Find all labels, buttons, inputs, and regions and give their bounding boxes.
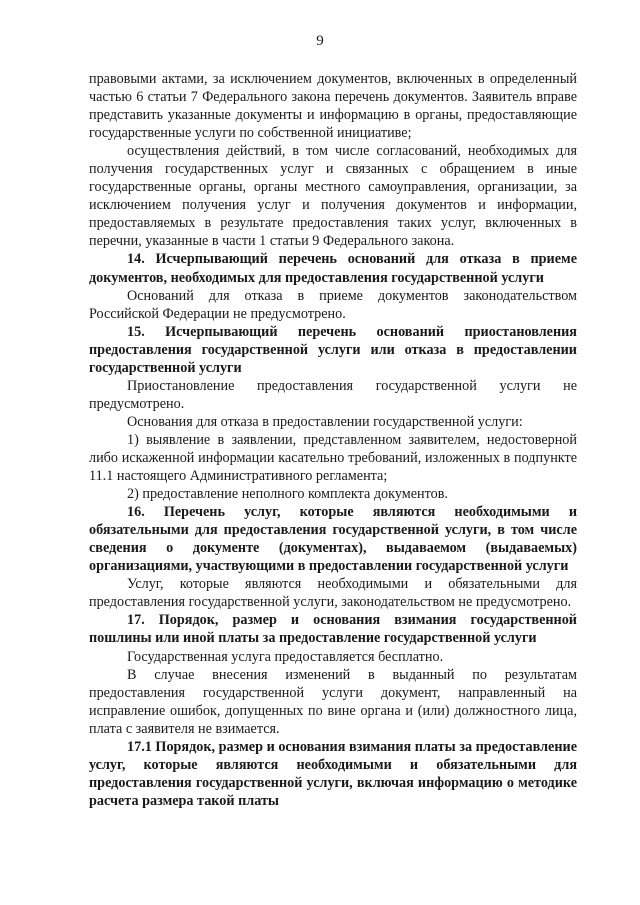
list-item: 2) предоставление неполного комплекта документов. xyxy=(127,486,448,503)
section-heading-17: 17. Порядок, размер и основания взимания государственной пошлины или иной платы за предоставление государственной услуги xyxy=(89,612,577,647)
paragraph: Услуг, которые являются необходимыми и обязательными для предоставления государственной услуги, законодательством не предусмотрено. xyxy=(89,576,577,611)
paragraph: правовыми актами, за исключением документов, включенных в определенный частью 6 статьи 7 Федерального закона перечень документов. Заявитель вправе представить указанные документы и информацию в органы, предоставляющие государственные услуги по собственной инициативе; xyxy=(89,71,577,142)
paragraph: Оснований для отказа в приеме документов законодательством Российской Федерации не предусмотрено. xyxy=(89,287,577,322)
paragraph: Государственная услуга предоставляется бесплатно. xyxy=(127,648,444,665)
paragraph: В случае внесения изменений в выданный по результатам предоставления государственной услуги документ, направленный на исправление ошибок, допущенных по вине органа и (или) должностного лица, плата с заявителя не взимается. xyxy=(89,666,577,737)
section-heading-17-1: 17.1 Порядок, размер и основания взимания платы за предоставление услуг, которые являются необходимыми и обязательными для предоставления государственной услуги, включая информацию о методике расчета размера такой платы xyxy=(89,738,577,809)
page-number: 9 xyxy=(316,33,324,49)
section-heading-14: 14. Исчерпывающий перечень оснований для отказа в приеме документов, необходимых для предоставления государственной услуги xyxy=(89,251,577,286)
paragraph: Приостановление предоставления государственной услуги не предусмотрено. xyxy=(89,377,577,412)
paragraph: осуществления действий, в том числе согласований, необходимых для получения государственных услуг и связанных с обращением в иные государственные органы, органы местного самоуправления, организации, за исключением получения услуг и получения документов и информации, предоставляемых в результате предоставления таких услуг, включенных в перечни, указанные в части 1 статьи 9 Федерального закона. xyxy=(89,143,577,250)
paragraph: Основания для отказа в предоставлении государственной услуги: xyxy=(127,413,523,430)
list-item: 1) выявление в заявлении, представленном заявителем, недостоверной либо искаженной информации касательно требований, изложенных в подпункте 11.1 настоящего Административного регламента; xyxy=(89,431,577,485)
section-heading-15: 15. Исчерпывающий перечень оснований приостановления предоставления государственной услуги или отказа в предоставлении государственной услуги xyxy=(89,323,577,376)
section-heading-16: 16. Перечень услуг, которые являются необходимыми и обязательными для предоставления государственной услуги, в том числе сведения о документе (документах), выдаваемом (выдаваемых) организациями, участвующими в предоставлении государственной услуги xyxy=(89,504,577,575)
document-body xyxy=(89,70,577,810)
